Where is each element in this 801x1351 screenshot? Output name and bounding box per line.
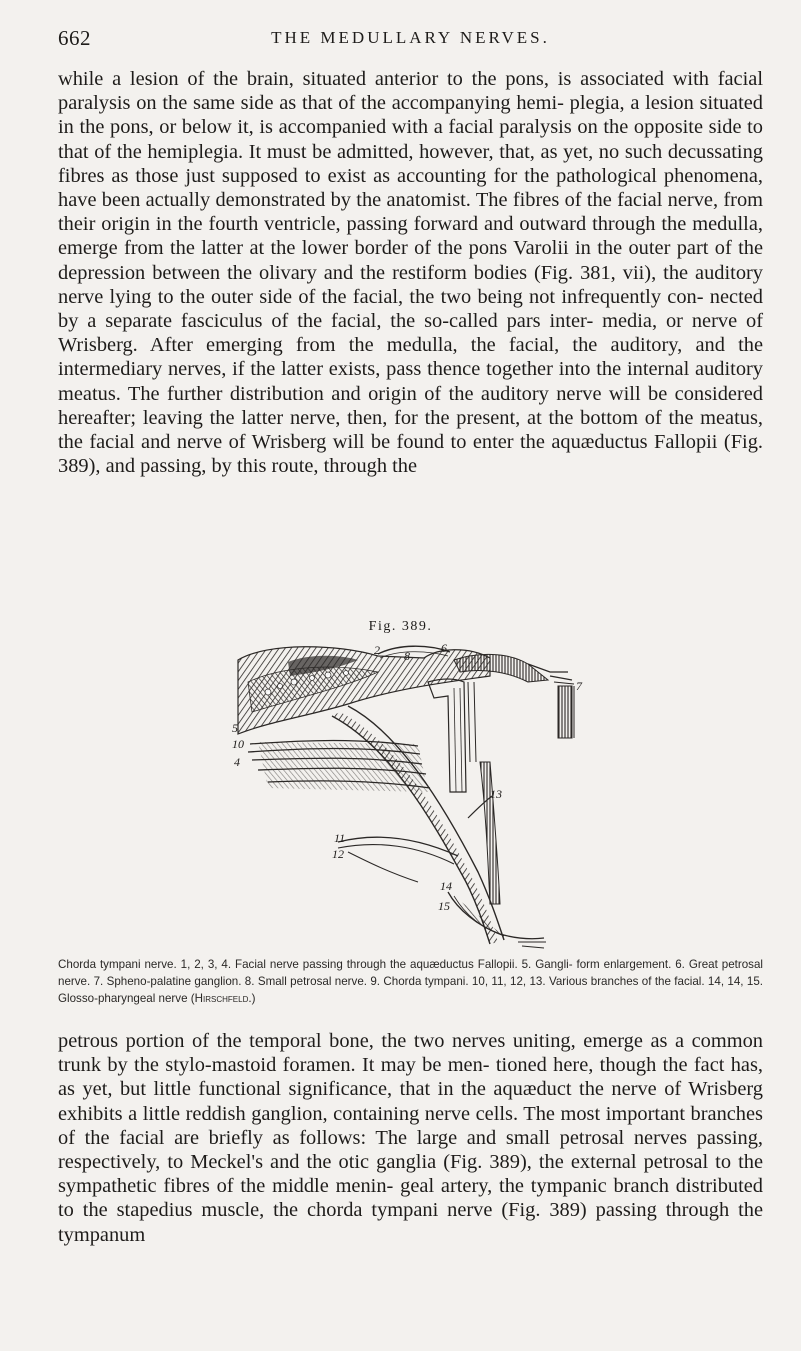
running-head: THE MEDULLARY NERVES. <box>271 28 550 47</box>
label-13: 13 <box>490 787 502 801</box>
label-8: 8 <box>404 649 410 663</box>
figure-label: Fig. 389. <box>368 619 433 634</box>
page-number: 662 <box>58 26 91 50</box>
paragraph-1: while a lesion of the brain, situated anterior to the pons, is associated with facial paralysis on the same side as that of the accompanying hemi- plegia, a lesion situated in the pons, or below it, is accompanied with a facial paralysis on the opposite side to that of the hemiplegia. It must be admitted, however, that, as yet, no such decussating fibres as those just supposed to exist as accounting for the pathological phenomena, have been actually demonstrated by the anatomist. The fibres of the facial nerve, from their origin in the fourth ventricle, passing forward and outward through the medulla, emerge from the latter at the lower border of the pons Varolii in the outer part of the depression between the olivary and the restiform bodies (Fig. 381, vii), the auditory nerve lying to the outer side of the facial, the two being not infrequently con- nected by a separate fasciculus of the facial, the so-called pars inter- media, or nerve of Wrisberg. After emerging from the medulla, the facial, the auditory, and the intermediary nerves, if the latter exists, pass thence together into the internal auditory meatus. The further distribution and origin of the auditory nerve will be considered hereafter; leaving the latter nerve, then, for the present, at the bottom of the meatus, the facial and nerve of Wrisberg will be found to enter the aquæductus Fallopii (Fig. 389), and passing, by this route, through the <box>58 68 763 478</box>
figure-caption <box>58 957 763 1007</box>
label-2: 2 <box>374 643 380 657</box>
label-14: 14 <box>440 879 452 893</box>
label-11: 11 <box>334 831 346 845</box>
anatomical-illustration <box>228 642 600 954</box>
label-5: 5 <box>232 721 238 735</box>
page-header <box>58 26 763 56</box>
figure-caption-credit: (Hirschfeld.) <box>190 991 256 1005</box>
label-15: 15 <box>438 899 450 913</box>
paragraph-2: petrous portion of the temporal bone, the two nerves uniting, emerge as a common trunk by the stylo-mastoid foramen. It may be men- tioned here, though the fact has, as yet, but little functional significance, that in the aquæduct the nerve of Wrisberg exhibits a little reddish ganglion, containing nerve cells. The most important branches of the facial are briefly as follows: The large and small petrosal nerves passing, respectively, to Meckel's and the otic ganglia (Fig. 389), the external petrosal to the sympathetic fibres of the middle menin- geal artery, the tympanic branch distributed to the stapedius muscle, the chorda tympani nerve (Fig. 389) passing through the tympanum <box>58 1030 763 1246</box>
label-4: 4 <box>234 755 240 769</box>
label-6: 6 <box>441 642 447 655</box>
label-10: 10 <box>232 737 244 751</box>
label-7: 7 <box>576 679 582 693</box>
figure-caption-text: Chorda tympani nerve. 1, 2, 3, 4. Facial nerve passing through the aquæductus Fallopii. 5. Gangli- form enlargement. 6. Great petrosal nerve. 7. Spheno-palatine ganglion. 8. Small petrosal nerve. 9. Chorda tympani. 10, 11, 12, 13. Various branches of the facial. 14, 14, 15. Glosso-pharyngeal nerve <box>58 958 763 1005</box>
label-12: 12 <box>332 847 344 861</box>
